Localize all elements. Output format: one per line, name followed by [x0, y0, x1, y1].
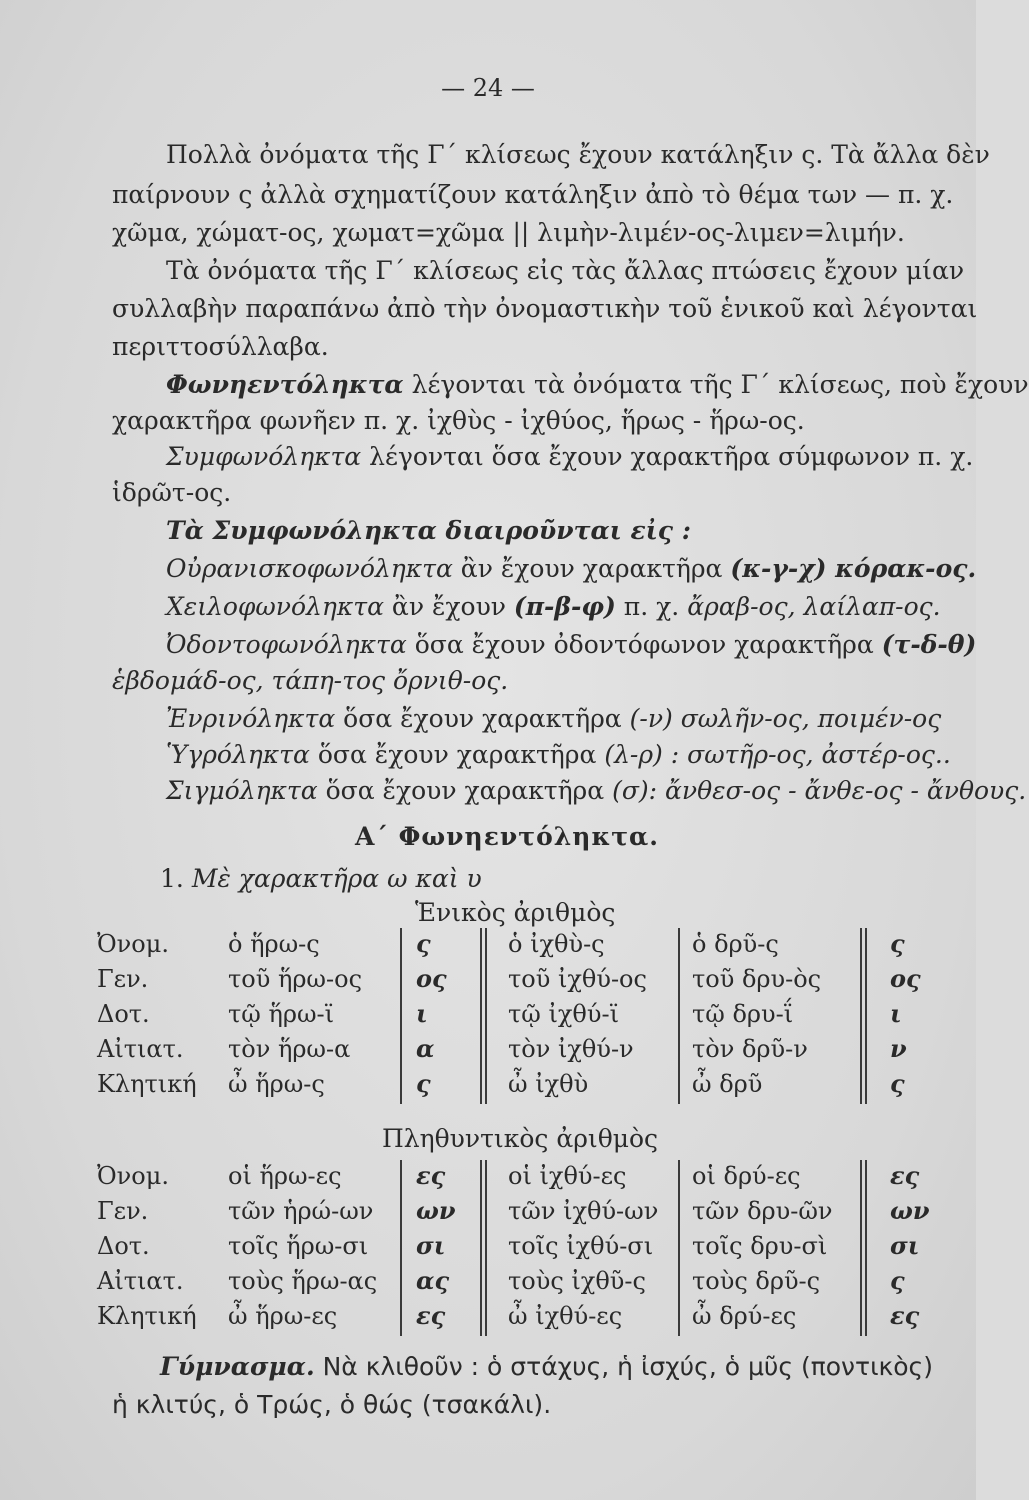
- text: ὅσα ἔχουν χαρακτῆρα: [317, 776, 613, 805]
- ending-heros: ες: [416, 1301, 446, 1330]
- case-label: Αἰτιατ.: [97, 1267, 184, 1295]
- form-heros: τῷ ἥρω-ϊ: [228, 1000, 335, 1028]
- form-drys: τοὺς δρῦ-ς: [692, 1267, 821, 1295]
- exercise-line: [160, 1352, 933, 1381]
- exercise-text: Νὰ κλιθοῦν : ὁ στάχυς, ἡ ἰσχύς, ὁ μῦς (ποντικὸς): [314, 1352, 933, 1381]
- text-line: χαρακτῆρα φωνῆεν π. χ. ἰχθὺς - ἰχθύος, ἥρως - ἥρω-ος.: [112, 406, 805, 435]
- ending-drys: ες: [890, 1161, 920, 1190]
- ending-drys: σι: [890, 1231, 920, 1260]
- plural-caption: Πληθυντικὸς ἀριθμὸς: [382, 1124, 659, 1153]
- case-label: Ὀνομ.: [97, 930, 169, 958]
- ending-heros: ας: [416, 1266, 450, 1295]
- ending-drys: ν: [890, 1034, 907, 1063]
- term: Χειλοφωνόληκτα: [166, 592, 384, 621]
- ending-drys: ς: [890, 1266, 905, 1295]
- form-ichthys: τοῦ ἰχθύ-ος: [508, 965, 647, 993]
- case-label: Κλητική: [97, 1302, 197, 1330]
- text-line: χῶμα, χώματ-ος, χωματ=χῶμα || λιμὴν-λιμέν-ος-λιμεν=λιμήν.: [112, 218, 905, 247]
- table-row: [0, 1230, 976, 1264]
- ending-drys: ων: [890, 1196, 930, 1225]
- singular-table: [0, 928, 976, 1108]
- ending-drys: ι: [890, 999, 902, 1028]
- form-drys: τῷ δρυ-ΐ: [692, 1000, 794, 1028]
- table-row: [0, 963, 976, 997]
- case-label: Ὀνομ.: [97, 1162, 169, 1190]
- form-ichthys: τῷ ἰχθύ-ϊ: [508, 1000, 619, 1028]
- text-line: Πολλὰ ὀνόματα τῆς Γ΄ κλίσεως ἔχουν κατάληξιν ς. Τὰ ἄλλα δὲν: [166, 140, 990, 169]
- ending-drys: ες: [890, 1301, 920, 1330]
- subsection-number: 1.: [160, 864, 184, 893]
- ending-heros: ι: [416, 999, 428, 1028]
- form-ichthys: ὦ ἰχθύ-ες: [508, 1302, 623, 1330]
- form-drys: τῶν δρυ-ῶν: [692, 1197, 833, 1225]
- form-drys: ὦ δρύ-ες: [692, 1302, 797, 1330]
- text: ὅσα ἔχουν ὀδοντόφωνον χαρακτῆρα: [406, 630, 882, 659]
- form-drys: οἱ δρύ-ες: [692, 1162, 801, 1190]
- example: (κ-γ-χ) κόρακ-ος.: [730, 554, 977, 583]
- form-ichthys: τοῖς ἰχθύ-σι: [508, 1232, 654, 1260]
- form-heros: ὦ ἥρω-ες: [228, 1302, 338, 1330]
- term: Συμφωνόληκτα: [166, 442, 362, 471]
- case-label: Γεν.: [97, 1197, 149, 1225]
- example: (-ν) σωλῆν-ος, ποιμέν-ος: [629, 704, 942, 733]
- text-line: [166, 776, 1026, 806]
- case-label: Δοτ.: [97, 1000, 150, 1028]
- form-heros: τοὺς ἥρω-ας: [228, 1267, 378, 1295]
- text-line: Τὰ ὀνόματα τῆς Γ΄ κλίσεως εἰς τὰς ἄλλας πτώσεις ἔχουν μίαν: [166, 256, 965, 285]
- text-line: ἑβδομάδ-ος, τάπη-τος ὄρνιθ-ος.: [112, 666, 509, 695]
- form-ichthys: ὁ ἰχθὺ-ς: [508, 930, 605, 958]
- ending-heros: ος: [416, 964, 447, 993]
- form-ichthys: ὦ ἰχθὺ: [508, 1070, 589, 1098]
- subheading: Τὰ Συμφωνόληκτα διαιροῦνται εἰς :: [166, 516, 691, 545]
- page-number: — 24 —: [441, 74, 535, 102]
- form-drys: τὸν δρῦ-ν: [692, 1035, 808, 1063]
- term: Οὐρανισκοφωνόληκτα: [166, 554, 453, 583]
- term: Σιγμόληκτα: [166, 776, 318, 805]
- case-label: Κλητική: [97, 1070, 197, 1098]
- singular-caption: Ἑνικὸς ἀριθμὸς: [415, 898, 616, 927]
- form-drys: ὁ δρῦ-ς: [692, 930, 779, 958]
- section-title: Α΄ Φωνηεντόληκτα.: [355, 822, 659, 851]
- ending-drys: ς: [890, 929, 905, 958]
- form-drys: τοῖς δρυ-σὶ: [692, 1232, 828, 1260]
- form-heros: οἱ ἥρω-ες: [228, 1162, 342, 1190]
- text-line: [166, 740, 951, 770]
- text: π. χ.: [615, 592, 688, 621]
- text: ἂν ἔχουν: [383, 592, 514, 621]
- text-line: περιττοσύλλαβα.: [112, 332, 329, 361]
- form-heros: τὸν ἥρω-α: [228, 1035, 351, 1063]
- form-ichthys: τοὺς ἰχθῦ-ς: [508, 1267, 646, 1295]
- text-line: παίρνουν ς ἀλλὰ σχηματίζουν κατάληξιν ἀπὸ τὸ θέμα των — π. χ.: [112, 180, 954, 209]
- term: Ἐνρινόληκτα: [166, 704, 336, 733]
- form-heros: ὦ ἥρω-ς: [228, 1070, 325, 1098]
- ending-heros: ς: [416, 929, 431, 958]
- term: Ὀδοντοφωνόληκτα: [166, 630, 407, 659]
- ending-heros: ς: [416, 1069, 431, 1098]
- term: Φωνηεντόληκτα: [166, 370, 404, 399]
- text: λέγονται τὰ ὀνόματα τῆς Γ΄ κλίσεως, ποὺ ἔχουν: [403, 370, 1029, 399]
- example: (σ): ἄνθεσ-ος - ἄνθε-ος - ἄνθους.: [612, 776, 1027, 805]
- form-ichthys: οἱ ἰχθύ-ες: [508, 1162, 627, 1190]
- table-row: [0, 1160, 976, 1194]
- table-row: [0, 1068, 976, 1102]
- text-line: συλλαβὴν παραπάνω ἀπὸ τὴν ὀνομαστικὴν τοῦ ἑνικοῦ καὶ λέγονται: [112, 294, 978, 323]
- ending-heros: σι: [416, 1231, 446, 1260]
- text: ὅσα ἔχουν χαρακτῆρα: [335, 704, 630, 733]
- form-heros: τῶν ἡρώ-ων: [228, 1197, 374, 1225]
- case-label: Αἰτιατ.: [97, 1035, 184, 1063]
- exercise-label: Γύμνασμα.: [160, 1352, 315, 1381]
- table-row: [0, 928, 976, 962]
- subsection: [160, 864, 482, 894]
- table-row: [0, 1265, 976, 1299]
- ending-drys: ος: [890, 964, 921, 993]
- text-line: [166, 630, 976, 660]
- case-label: Γεν.: [97, 965, 149, 993]
- case-label: Δοτ.: [97, 1232, 150, 1260]
- example: ἄραβ-ος, λαίλαπ-ος.: [687, 592, 941, 621]
- example: (π-β-φ): [513, 592, 616, 621]
- table-row: [0, 1033, 976, 1067]
- form-drys: ὦ δρῦ: [692, 1070, 763, 1098]
- text-line: ἱδρῶτ-ος.: [112, 478, 232, 507]
- text: ἂν ἔχουν χαρακτῆρα: [452, 554, 731, 583]
- form-ichthys: τὸν ἰχθύ-ν: [508, 1035, 634, 1063]
- table-row: [0, 1195, 976, 1229]
- subsection-text: Μὲ χαρακτῆρα ω καὶ υ: [191, 864, 482, 893]
- table-row: [0, 1300, 976, 1334]
- ending-drys: ς: [890, 1069, 905, 1098]
- term: Ὑγρόληκτα: [166, 740, 310, 769]
- table-row: [0, 998, 976, 1032]
- example: (τ-δ-θ): [881, 630, 977, 659]
- text: λέγονται ὅσα ἔχουν χαρακτῆρα σύμφωνον π. χ.: [361, 442, 974, 471]
- text-line: [166, 592, 941, 622]
- form-heros: ὁ ἥρω-ς: [228, 930, 320, 958]
- text-line: [166, 704, 941, 734]
- text: ὅσα ἔχουν χαρακτῆρα: [309, 740, 605, 769]
- text-line: [166, 554, 976, 584]
- text-line: [166, 442, 973, 472]
- form-heros: τοῦ ἥρω-ος: [228, 965, 363, 993]
- example: (λ-ρ) : σωτῆρ-ος, ἀστέρ-ος..: [604, 740, 951, 769]
- ending-heros: ες: [416, 1161, 446, 1190]
- form-heros: τοῖς ἥρω-σι: [228, 1232, 369, 1260]
- ending-heros: α: [416, 1034, 435, 1063]
- ending-heros: ων: [416, 1196, 456, 1225]
- exercise-line: ἡ κλιτύς, ὁ Τρώς, ὁ θώς (τσακάλι).: [112, 1390, 552, 1419]
- plural-table: [0, 1160, 976, 1340]
- text-line: [166, 370, 1029, 400]
- form-drys: τοῦ δρυ-ὸς: [692, 965, 822, 993]
- form-ichthys: τῶν ἰχθύ-ων: [508, 1197, 659, 1225]
